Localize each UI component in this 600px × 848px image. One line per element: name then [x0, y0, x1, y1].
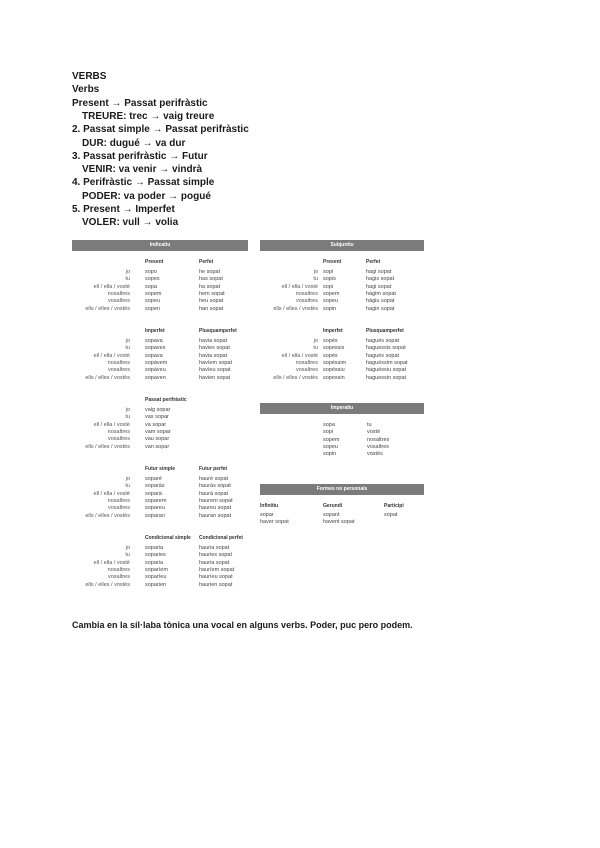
verb-form: hagis sopat	[366, 276, 395, 283]
heading-line: 3. Passat perifràstic → Futur	[72, 150, 208, 162]
heading-line: VENIR: va venir → vindrà	[82, 164, 203, 176]
heading-line: DUR: dugué → va dur	[82, 137, 186, 149]
verb-form: haguéssiu sopat	[366, 367, 407, 374]
group-heading: Present	[145, 259, 164, 265]
subjuntiu-header: Subjuntiu	[260, 240, 424, 251]
group-heading: Participi	[384, 503, 404, 509]
pronoun: vosaltres	[295, 367, 318, 374]
verb-form: sopant	[323, 512, 340, 518]
verb-form: soparíem	[145, 566, 168, 573]
pronoun: vostès	[367, 451, 383, 458]
pronoun: jo	[125, 338, 130, 344]
verb-form: hauràs sopat	[199, 483, 231, 490]
verb-form: sopaves	[145, 345, 166, 352]
verb-form: sopin	[323, 305, 337, 312]
verb-form: haureu sopat	[199, 505, 232, 512]
pronoun: ell / ella / vostè	[93, 283, 130, 290]
verb-form: vas sopar	[145, 414, 169, 421]
pronoun: ell / ella / vostè	[93, 421, 130, 428]
group-heading: Infinitiu	[260, 503, 279, 509]
verb-form: hagin sopat	[366, 305, 395, 312]
verb-form: sopeu	[145, 298, 160, 305]
verb-form: havia sopat	[199, 338, 228, 344]
pronoun: ells / elles / vostès	[85, 581, 130, 588]
pronoun: jo	[125, 407, 130, 413]
group-heading: Futur simple	[145, 466, 176, 472]
verb-form: ha sopat	[199, 283, 221, 290]
verb-form: soparia	[145, 545, 164, 551]
pronoun: vostè	[367, 429, 381, 436]
verb-form: hauríem sopat	[199, 566, 235, 573]
pronoun: nosaltres	[107, 359, 130, 366]
heading-line: Verbs	[72, 84, 100, 96]
verb-form: havien sopat	[199, 374, 231, 381]
pronoun: tu	[125, 276, 130, 283]
pronoun: nosaltres	[107, 497, 130, 504]
verb-form: sopem	[145, 290, 162, 297]
verb-form: hauríeu sopat	[199, 574, 233, 581]
pronoun: nosaltres	[107, 290, 130, 297]
pronoun: tu	[125, 345, 130, 352]
pronoun: ells / elles / vostès	[85, 305, 130, 312]
group-heading: Plusquamperfet	[366, 328, 404, 334]
verb-form: haver sopat	[260, 519, 289, 526]
pronoun: ell / ella / vostè	[93, 352, 130, 359]
pronoun: nosaltres	[367, 436, 390, 443]
verb-form: sopés	[323, 338, 338, 344]
verb-form: soparíeu	[145, 574, 167, 581]
pronoun: nosaltres	[107, 566, 130, 573]
verb-form: has sopat	[199, 276, 223, 283]
group-heading: Condicional perfet	[199, 535, 243, 541]
pronoun: ells / elles / vostès	[273, 374, 318, 381]
pronoun: ells / elles / vostès	[273, 305, 318, 312]
verb-form: soparies	[145, 552, 166, 559]
subjuntiu-table	[260, 240, 424, 390]
pronoun: vosaltres	[295, 298, 318, 305]
verb-form: haguessin sopat	[366, 374, 407, 381]
heading-line: VERBS	[72, 71, 107, 82]
verb-form: hàgim sopat	[366, 290, 396, 297]
verb-form: vam sopar	[145, 428, 171, 435]
verb-form: sopa	[145, 283, 157, 290]
group-heading: Imperfet	[145, 328, 165, 334]
verb-form: sopis	[323, 276, 336, 283]
verb-form: hauré sopat	[199, 476, 229, 482]
verb-form: havent sopat	[323, 519, 355, 526]
pronoun: ells / elles / vostès	[85, 374, 130, 381]
verb-form: sopessin	[323, 374, 345, 381]
verb-form: sopem	[323, 290, 340, 297]
verb-form: sopava	[145, 338, 163, 344]
verb-form: haurà sopat	[199, 490, 229, 497]
verb-form: sopa	[323, 422, 335, 428]
verb-form: hagi sopat	[366, 283, 392, 290]
verb-form: sopéssiu	[323, 367, 345, 374]
verb-form: hauran sopat	[199, 512, 232, 519]
group-heading: Imperfet	[323, 328, 343, 334]
verb-form: haguéssim sopat	[366, 359, 408, 366]
pronoun: ell / ella / vostè	[281, 352, 318, 359]
verb-form: havíeu sopat	[199, 367, 231, 374]
pronoun: nosaltres	[107, 428, 130, 435]
verb-form: hagués sopat	[366, 352, 400, 359]
verb-form: he sopat	[199, 269, 221, 275]
pronoun: nosaltres	[295, 359, 318, 366]
verb-form: hàgiu sopat	[366, 298, 395, 305]
verb-form: vaig sopar	[145, 407, 171, 413]
verb-form: havia sopat	[199, 352, 228, 359]
verb-form: haurem sopat	[199, 497, 233, 504]
pronoun: ells / elles / vostès	[85, 443, 130, 450]
imperatiu-table	[260, 403, 424, 463]
pronoun: jo	[313, 269, 318, 275]
verb-form: sopàveu	[145, 367, 166, 374]
pronoun: tu	[125, 483, 130, 490]
verb-form: hauria sopat	[199, 559, 230, 566]
group-heading: Futur perfet	[199, 466, 228, 472]
verb-form: hauria sopat	[199, 545, 230, 551]
verb-form: soparien	[145, 581, 167, 588]
pronoun: jo	[125, 476, 130, 482]
verb-form: sopàvem	[145, 359, 168, 366]
pronoun: jo	[125, 269, 130, 275]
verb-form: sopes	[145, 276, 160, 283]
verb-form: hauries sopat	[199, 552, 233, 559]
pronoun: ell / ella / vostè	[281, 283, 318, 290]
verb-form: havíem sopat	[199, 359, 233, 366]
pronoun: nosaltres	[295, 290, 318, 297]
verb-form: sopem	[323, 436, 340, 443]
verb-form: sopar	[260, 512, 274, 518]
pronoun: vosaltres	[107, 436, 130, 443]
verb-form: sopés	[323, 352, 338, 359]
verb-form: soparia	[145, 559, 164, 566]
verb-form: va sopar	[145, 421, 167, 428]
pronoun: tu	[367, 422, 372, 428]
verb-form: sopeu	[323, 443, 338, 450]
group-heading: Plusquamperfet	[199, 328, 237, 334]
pronoun: vosaltres	[367, 443, 390, 450]
verb-form: sopéssim	[323, 359, 347, 366]
imperatiu-header: Imperatiu	[260, 403, 424, 414]
verb-form: haurien sopat	[199, 581, 233, 588]
group-heading: Perfet	[366, 259, 381, 265]
pronoun: tu	[313, 345, 318, 352]
verb-form: heu sopat	[199, 298, 224, 305]
verb-form: haguessis sopat	[366, 345, 406, 352]
verb-form: sopat	[384, 512, 398, 518]
pronoun: jo	[125, 545, 130, 551]
verb-form: sopen	[145, 305, 160, 312]
group-heading: Gerundi	[323, 503, 343, 509]
heading-line: PODER: va poder → pogué	[82, 190, 211, 202]
pronoun: vosaltres	[107, 367, 130, 374]
pronoun: ells / elles / vostès	[85, 512, 130, 519]
no-personals-header: Formes no personals	[260, 484, 424, 495]
verb-form: hagués sopat	[366, 338, 400, 344]
group-heading: Condicional simple	[145, 535, 191, 541]
heading-line: Present → Passat perifràstic	[72, 97, 208, 109]
indicatiu-header: Indicatiu	[72, 240, 248, 251]
verb-form: hem sopat	[199, 290, 225, 297]
verb-form: sopi	[323, 283, 334, 290]
heading-line: TREURE: trec → vaig treure	[82, 110, 215, 122]
verb-form: sopeu	[323, 298, 338, 305]
verb-form: sopaven	[145, 374, 166, 381]
verb-form: sopava	[145, 352, 163, 359]
pronoun: vosaltres	[107, 505, 130, 512]
verb-form: soparan	[145, 512, 165, 519]
verb-form: sopareu	[145, 505, 165, 512]
verb-form: vau sopar	[145, 436, 170, 443]
pronoun: vosaltres	[107, 574, 130, 581]
group-heading: Passat perifràstic	[145, 397, 187, 403]
indicatiu-table	[72, 240, 248, 600]
pronoun: jo	[313, 338, 318, 344]
verb-form: soparé	[145, 476, 162, 482]
heading-line: 5. Present → Imperfet	[72, 204, 175, 215]
verb-form: han sopat	[199, 305, 224, 312]
verb-form: soparà	[145, 490, 162, 497]
verb-form: sopi	[323, 429, 334, 436]
pronoun: vosaltres	[107, 298, 130, 305]
verb-form: soparem	[145, 497, 167, 504]
verb-form: havies sopat	[199, 345, 230, 352]
heading-line: 2. Passat simple → Passat perifràstic	[72, 124, 249, 136]
verb-form: sopo	[145, 269, 157, 275]
verb-form: van sopar	[145, 443, 170, 450]
pronoun: tu	[125, 552, 130, 559]
verb-form: hagi sopat	[366, 269, 392, 275]
pronoun: ell / ella / vostè	[93, 559, 130, 566]
group-heading: Present	[323, 259, 342, 265]
verb-form: soparàs	[145, 483, 165, 490]
verb-form: sopin	[323, 451, 337, 458]
heading-line: 4. Perifràstic → Passat simple	[72, 177, 215, 189]
group-heading: Perfet	[199, 259, 214, 265]
no-personals-table	[260, 484, 424, 534]
footnote: Cambia en la síl·laba tònica una vocal en alguns verbs. Poder, puc pero podem.	[72, 620, 413, 630]
verb-form: sopi	[323, 269, 334, 275]
pronoun: tu	[125, 414, 130, 421]
pronoun: tu	[313, 276, 318, 283]
verb-form: sopessis	[323, 345, 345, 352]
pronoun: ell / ella / vostè	[93, 490, 130, 497]
heading-line: VOLER: vull → volia	[82, 217, 179, 229]
